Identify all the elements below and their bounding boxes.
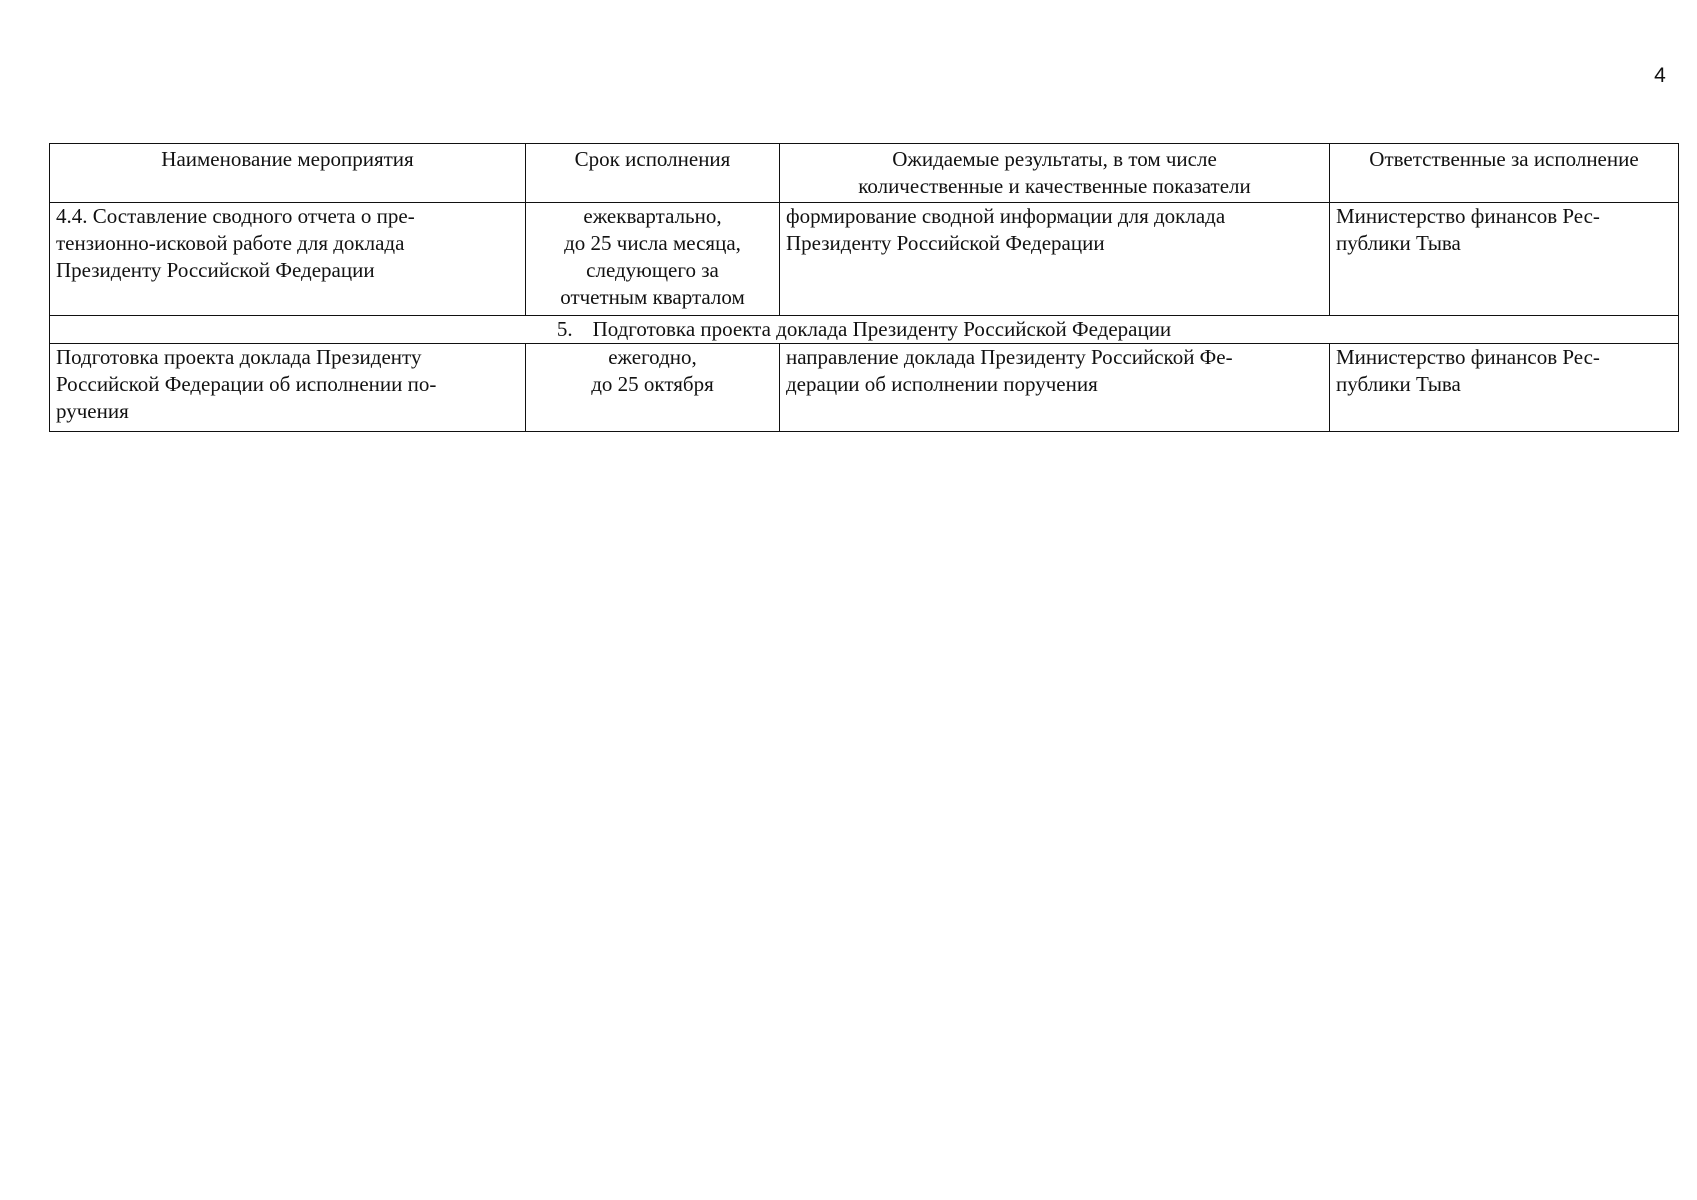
cell-text-line: дерации об исполнении поручения (786, 372, 1098, 396)
cell-text-line: Российской Федерации об исполнении по- (56, 372, 437, 396)
header-responsible-text: Ответственные за исполнение (1369, 147, 1639, 171)
cell-text-line: тензионно-исковой работе для доклада (56, 231, 405, 255)
section-title: Подготовка проекта доклада Президенту Российской Федерации (592, 317, 1172, 341)
cell-text-line: направление доклада Президенту Российской Фе- (786, 345, 1233, 369)
cell-responsible (1330, 203, 1679, 316)
cell-event-name (50, 203, 526, 316)
cell-text-line: ежегодно, (608, 345, 697, 369)
cell-text-line: ежеквартально, (583, 204, 722, 228)
table-header-row (50, 144, 1679, 203)
header-expected-results (780, 144, 1330, 203)
cell-text-line: Президенту Российской Федерации (56, 258, 375, 282)
cell-event-name (50, 344, 526, 432)
cell-text-line: публики Тыва (1336, 231, 1461, 255)
cell-text-line: Министерство финансов Рес- (1336, 345, 1600, 369)
cell-text-line: ручения (56, 399, 129, 423)
table-row (50, 203, 1679, 316)
cell-text-line: Подготовка проекта доклада Президенту (56, 345, 422, 369)
section-number: 5. (556, 317, 573, 341)
cell-text-line: отчетным кварталом (560, 285, 745, 309)
cell-text-line: Министерство финансов Рес- (1336, 204, 1600, 228)
cell-text-line: 4.4. Составление сводного отчета о пре- (56, 204, 415, 228)
section-heading-cell (50, 316, 1679, 344)
cell-text-line: формирование сводной информации для доклада (786, 204, 1226, 228)
header-results-line: Ожидаемые результаты, в том числе (892, 147, 1217, 171)
cell-deadline (526, 203, 780, 316)
page-number: 4 (1654, 64, 1666, 87)
cell-expected-results (780, 344, 1330, 432)
header-event-name (50, 144, 526, 203)
header-event-name-text: Наименование мероприятия (161, 147, 414, 171)
cell-text-line: до 25 октября (591, 372, 714, 396)
header-results-line: количественные и качественные показатели (858, 174, 1251, 198)
header-deadline-text: Срок исполнения (574, 147, 731, 171)
cell-text-line: публики Тыва (1336, 372, 1461, 396)
cell-deadline (526, 344, 780, 432)
cell-text-line: до 25 числа месяца, (564, 231, 741, 255)
cell-expected-results (780, 203, 1330, 316)
section-heading-row (50, 316, 1679, 344)
header-deadline (526, 144, 780, 203)
header-responsible (1330, 144, 1679, 203)
cell-responsible (1330, 344, 1679, 432)
cell-text-line: Президенту Российской Федерации (786, 231, 1105, 255)
table-row (50, 344, 1679, 432)
cell-text-line: следующего за (586, 258, 719, 282)
action-plan-table (49, 143, 1679, 432)
